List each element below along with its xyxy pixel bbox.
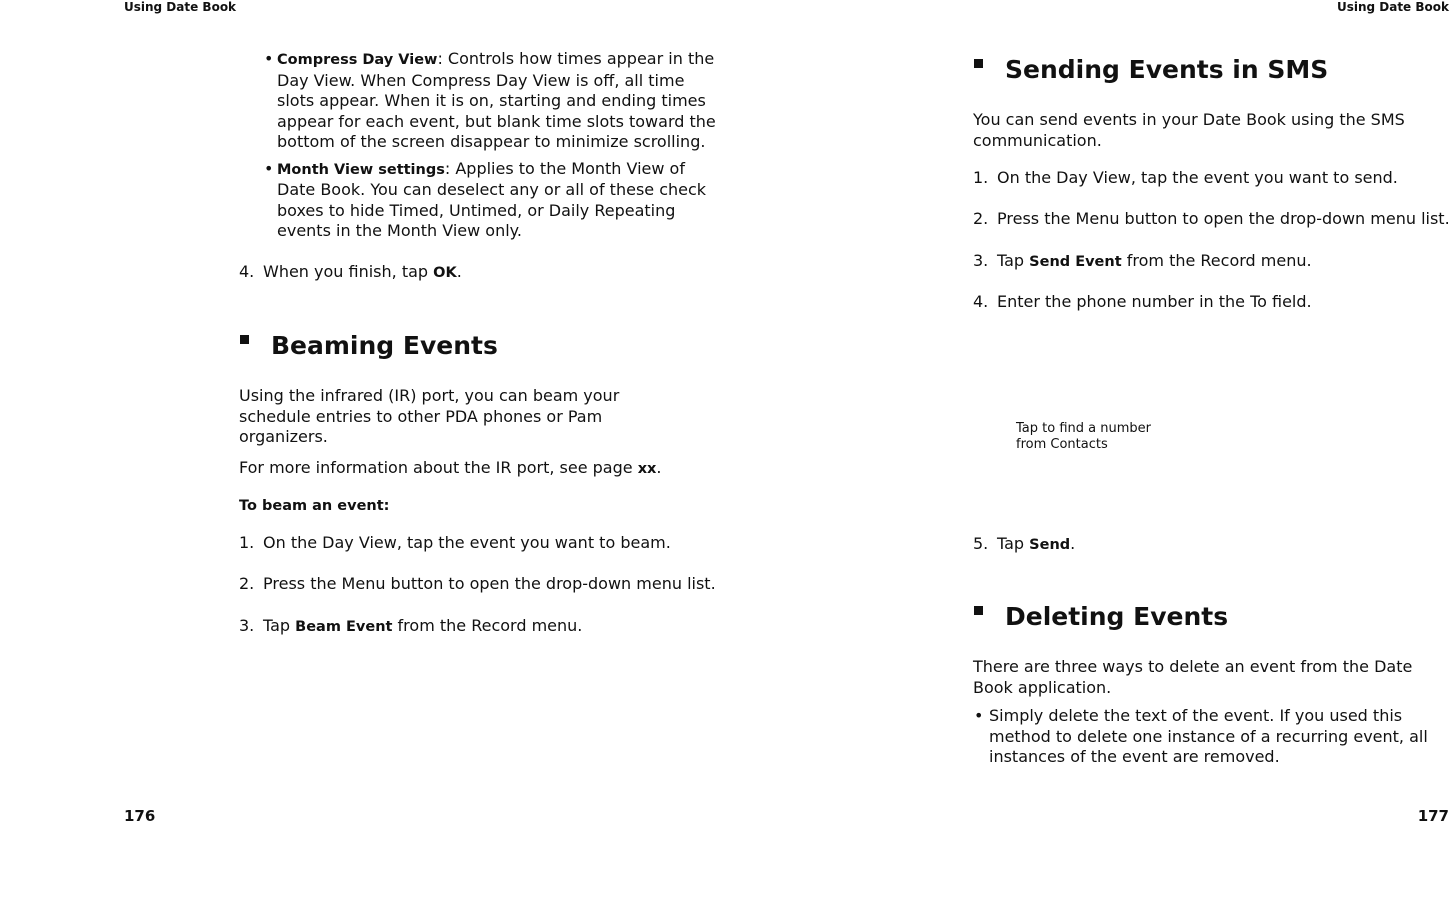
step-number: 4. [973,292,989,311]
step-text-plain: Tap [997,534,1030,553]
step-text-end: from the Record menu. [392,616,583,635]
bullet-text: Simply delete the text of the event. If you used this method to delete one instance of a recurring event, all instances of the event are removed. [989,706,1428,766]
step-number: 5. [973,534,989,553]
step-text-end: . [1070,534,1076,553]
right-page-header: Using Date Book [1336,0,1449,14]
step-number: 2. [973,209,989,228]
step-text-bold: Send Event [1029,254,1122,270]
step-text-plain: Tap [263,616,296,635]
send-step-3 [973,251,1312,272]
section-title-text: Deleting Events [1005,602,1229,631]
step-text [997,534,1075,555]
step-number: 2. [239,574,255,593]
bullet-text [277,159,724,242]
send-step-4 [973,292,1312,312]
beam-step-2 [239,574,716,594]
bullet-text [277,49,724,153]
step-text-plain: When you finish, tap [263,262,434,281]
section-square-icon [974,59,983,68]
bullet-dot: • [974,706,984,725]
step-text-end: from the Record menu. [1121,251,1312,270]
ir-reference-end: . [656,458,662,477]
step-number: 3. [973,251,989,270]
send-step-1 [973,168,1398,188]
bullet-dot: • [264,49,274,68]
bullet-term: Compress Day View [277,52,438,68]
callout-line-1: Tap to find a number [1016,421,1151,436]
section-square-icon [240,335,249,344]
step-text: On the Day View, tap the event you want to send. [997,168,1398,187]
right-page-number: 177 [1417,807,1449,825]
step-text [263,262,462,283]
deleting-intro-paragraph: There are three ways to delete an event from the Date Book application. [973,657,1413,697]
delete-method-bullet [974,706,1436,768]
step-text-bold: Send [1029,537,1071,553]
step-number: 1. [239,533,255,552]
beam-step-3 [239,616,582,637]
beaming-events-title [240,331,498,360]
left-page-number: 176 [124,807,156,825]
beaming-intro-paragraph: Using the infrared (IR) port, you can beam your schedule entries to other PDA phones or Pam organizers. [239,386,620,446]
step-number: 3. [239,616,255,635]
step-number: 4. [239,262,255,281]
step-text: Press the Menu button to open the drop-down menu list. [263,574,716,593]
step-text [263,616,582,637]
bullet-description: : Applies to the Month View of Date Book. You can deselect any or all of these check boxes to hide Timed, Untimed, or Daily Repeating events in the Month View only. [277,158,707,240]
beam-event-subheading: To beam an event: [239,498,390,514]
section-title-text: Sending Events in SMS [1005,55,1329,84]
section-title-text: Beaming Events [271,331,498,360]
step-number: 1. [973,168,989,187]
left-page-header: Using Date Book [124,0,237,14]
bullet-dot: • [264,158,274,178]
step-text: Enter the phone number in the To field. [997,292,1312,311]
bullet-month-view-settings [264,159,724,242]
ir-reference-text: For more information about the IR port, see page [239,458,638,477]
callout-line-2: from Contacts [1016,437,1108,452]
sending-events-title [974,55,1328,84]
ir-reference-page: xx [637,461,657,477]
step-text: Press the Menu button to open the drop-down menu list. [997,209,1450,228]
step-text-end: . [456,262,462,281]
step-text-bold: OK [433,265,457,281]
bullet-description: : Controls how times appear in the Day View. When Compress Day View is off, all time slots appear. When it is on, starting and ending times appear for each event, but blank time slots toward the bottom of the screen disappear to minimize scrolling. [277,49,716,151]
sending-intro-paragraph: You can send events in your Date Book using the SMS communication. [973,110,1405,150]
step-text-bold: Beam Event [295,619,393,635]
step-text: On the Day View, tap the event you want to beam. [263,533,671,552]
beaming-ir-reference [239,458,662,480]
section-square-icon [974,606,983,615]
step-text-plain: Tap [997,251,1030,270]
bullet-compress-day-view [264,49,724,153]
settings-bullet-list [264,49,724,242]
bullet-term: Month View settings [277,161,445,178]
beam-step-1 [239,533,671,553]
deleting-events-title [974,602,1228,631]
contacts-callout-label [1016,421,1151,453]
step-4-finish [239,262,462,283]
send-step-2 [973,209,1450,229]
send-step-5 [973,534,1075,555]
step-text [997,251,1312,272]
